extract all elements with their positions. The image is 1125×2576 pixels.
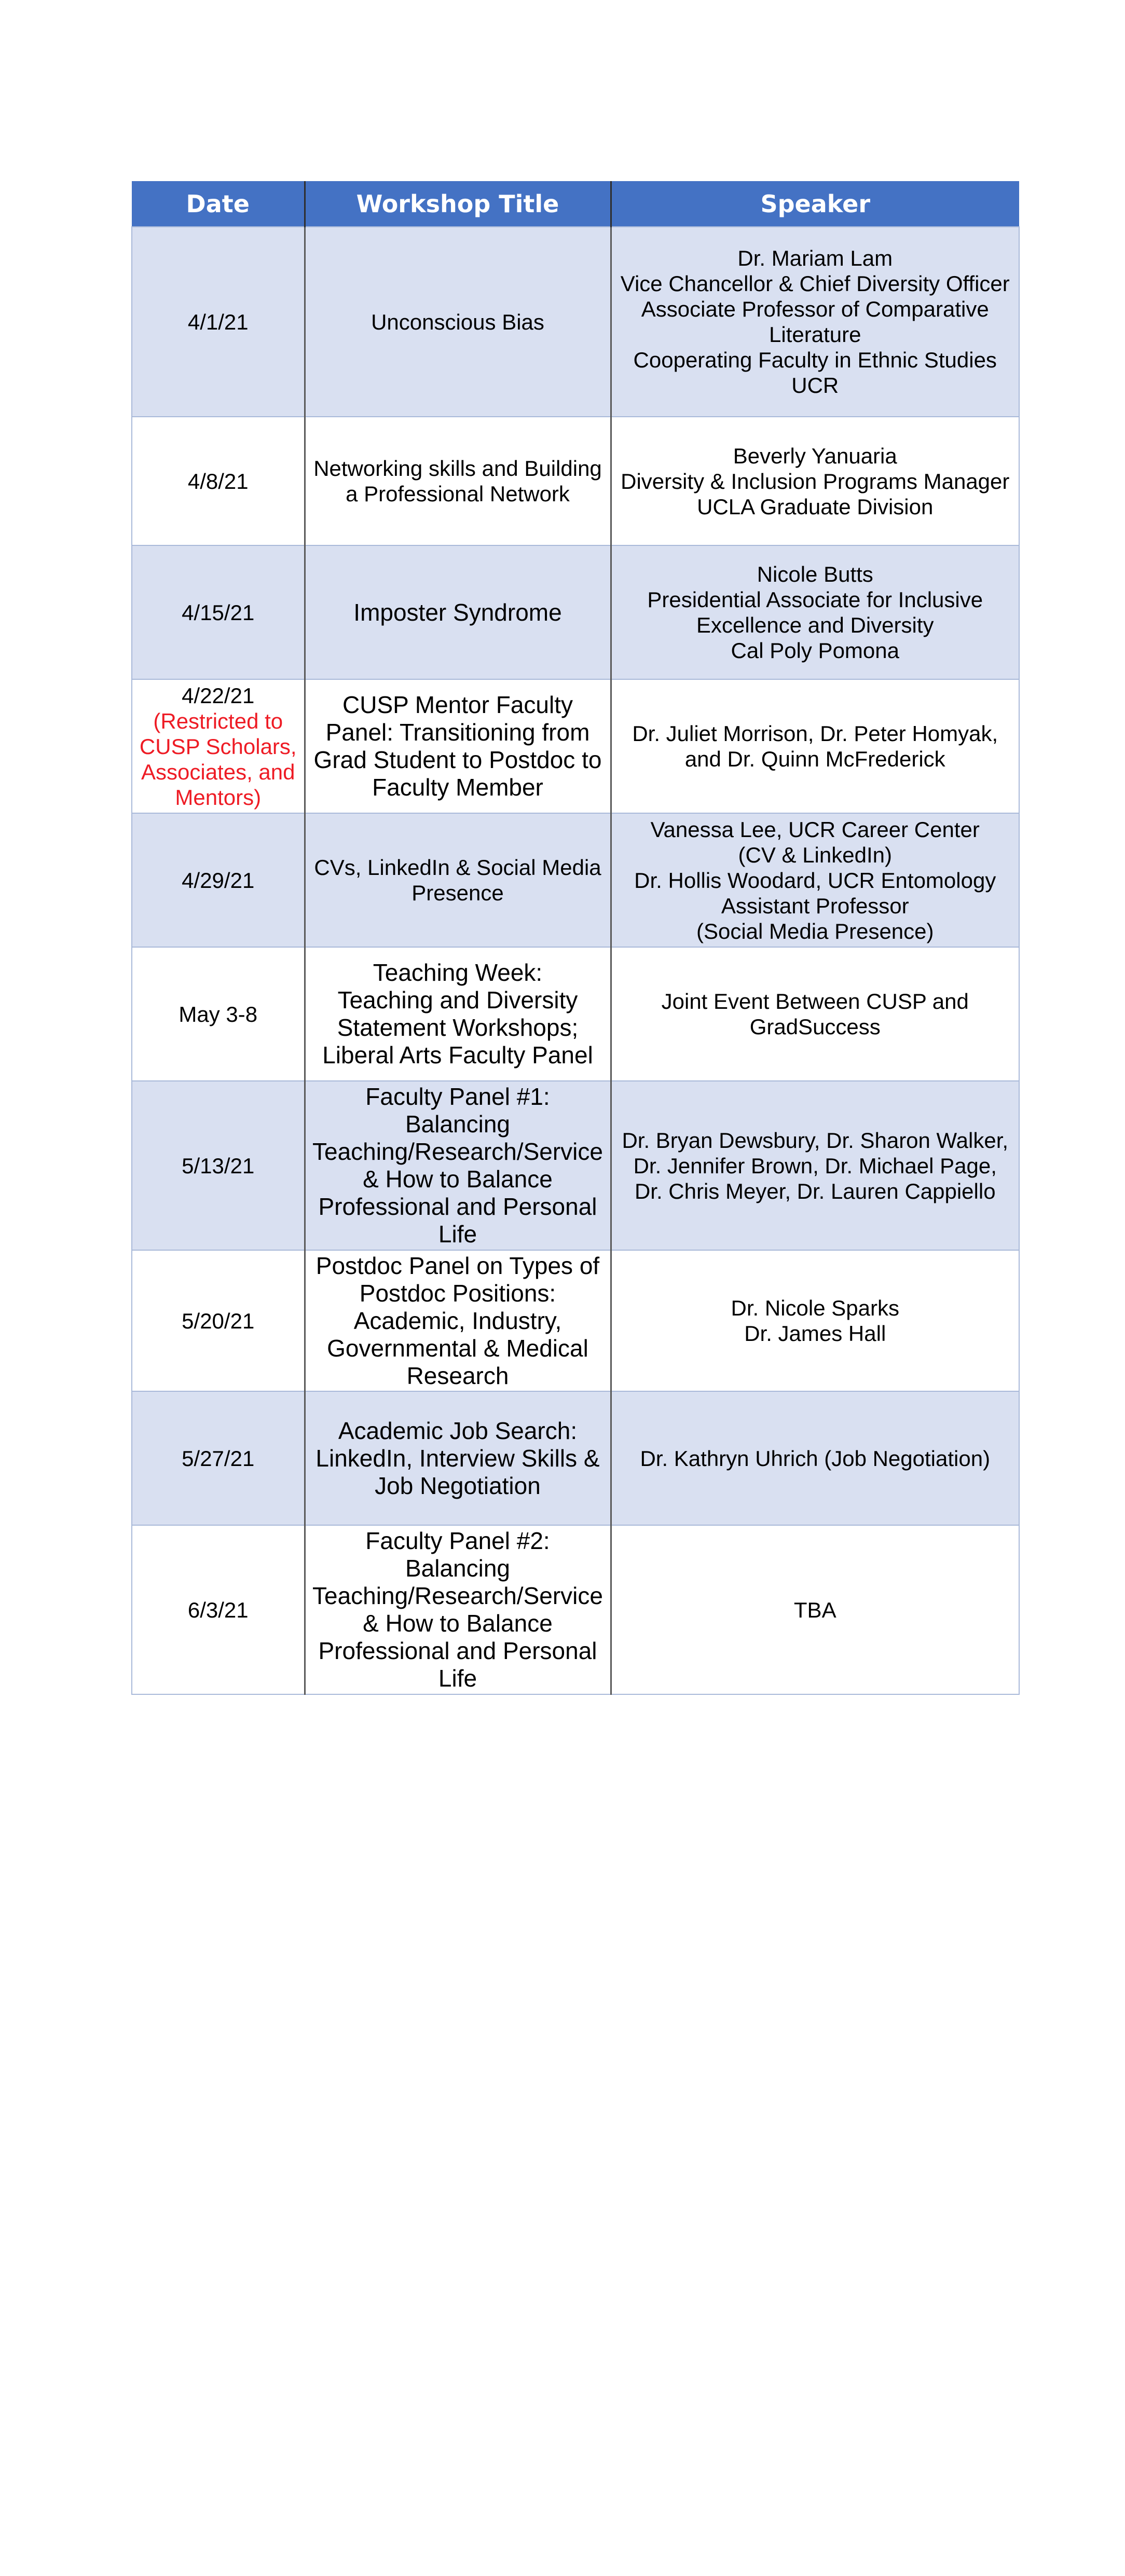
speaker-line: Vanessa Lee, UCR Career Center: [650, 817, 980, 842]
speaker-line: and Dr. Quinn McFrederick: [684, 747, 945, 771]
title-line: Faculty Panel #1:: [365, 1083, 550, 1110]
speaker-line: Presidential Associate for Inclusive: [647, 587, 983, 612]
speaker-cell: [611, 679, 1019, 813]
date-text: 5/20/21: [182, 1308, 255, 1333]
speaker-line: TBA: [793, 1597, 836, 1622]
workshop-schedule-table: [131, 181, 1020, 1695]
workshop-title-column-header: Workshop Title: [305, 181, 611, 227]
date-column-header: Date: [132, 181, 305, 227]
date-text: May 3-8: [179, 1002, 258, 1026]
speaker-line: GradSuccess: [749, 1015, 881, 1039]
speaker-cell: [611, 1525, 1019, 1694]
speaker-line: (Social Media Presence): [696, 919, 934, 943]
workshop-title-cell: [305, 545, 611, 679]
date-cell: [132, 227, 305, 417]
title-line: Professional and Personal: [318, 1637, 597, 1664]
speaker-line: Cal Poly Pomona: [731, 638, 899, 663]
table-row: [132, 1250, 1019, 1391]
speaker-cell: [611, 1081, 1019, 1250]
title-line: Statement Workshops;: [337, 1014, 579, 1041]
speaker-line: Joint Event Between CUSP and: [661, 989, 969, 1013]
restriction-note: CUSP Scholars,: [139, 734, 297, 759]
title-line: Life: [438, 1221, 477, 1248]
date-text: 4/1/21: [187, 309, 249, 334]
title-line: Faculty Member: [372, 774, 543, 801]
speaker-line: Dr. Chris Meyer, Dr. Lauren Cappiello: [634, 1179, 996, 1203]
speaker-line: (CV & LinkedIn): [738, 842, 892, 867]
speaker-line: Dr. Nicole Sparks: [731, 1296, 899, 1320]
title-line: Teaching Week:: [373, 959, 543, 986]
table-row: [132, 545, 1019, 679]
speaker-line: Dr. Bryan Dewsbury, Dr. Sharon Walker,: [622, 1128, 1009, 1153]
title-line: Networking skills and Building: [313, 456, 602, 481]
workshop-title-cell: [305, 679, 611, 813]
speaker-cell: [611, 1250, 1019, 1391]
title-line: Governmental & Medical: [327, 1334, 588, 1362]
workshop-title-cell: [305, 1391, 611, 1525]
title-line: Panel: Transitioning from: [325, 719, 590, 746]
header-row: [132, 181, 1019, 227]
date-cell: [132, 417, 305, 545]
title-line: Academic, Industry,: [353, 1307, 562, 1334]
date-cell: [132, 947, 305, 1081]
speaker-line: Cooperating Faculty in Ethnic Studies: [633, 348, 997, 372]
date-cell: [132, 545, 305, 679]
speaker-line: Beverly Yanuaria: [733, 443, 897, 468]
table-row: [132, 227, 1019, 417]
title-line: Postdoc Panel on Types of: [315, 1252, 600, 1279]
speaker-cell: [611, 813, 1019, 947]
title-line: Teaching/Research/Service: [312, 1138, 603, 1165]
table-row: [132, 813, 1019, 947]
date-cell: [132, 1250, 305, 1391]
speaker-line: Literature: [769, 322, 861, 347]
title-line: Balancing: [405, 1555, 511, 1582]
date-cell: [132, 813, 305, 947]
title-line: Postdoc Positions:: [359, 1279, 556, 1307]
table-row: [132, 947, 1019, 1081]
restriction-note: Associates, and: [141, 759, 295, 784]
workshop-title-cell: [305, 1250, 611, 1391]
table-row: [132, 1081, 1019, 1250]
speaker-line: Dr. Juliet Morrison, Dr. Peter Homyak,: [632, 721, 998, 746]
date-text: 4/15/21: [182, 600, 255, 625]
title-line: Job Negotiation: [375, 1472, 541, 1499]
speaker-line: Vice Chancellor & Chief Diversity Officer: [620, 271, 1010, 296]
speaker-line: Dr. Hollis Woodard, UCR Entomology: [634, 868, 996, 893]
workshop-title-cell: [305, 813, 611, 947]
title-line: Research: [406, 1362, 509, 1389]
speaker-line: Dr. Mariam Lam: [737, 246, 893, 270]
title-line: Faculty Panel #2:: [365, 1527, 550, 1554]
speaker-line: Dr. Jennifer Brown, Dr. Michael Page,: [633, 1153, 997, 1178]
title-line: Academic Job Search:: [338, 1417, 578, 1444]
table-row: [132, 1391, 1019, 1525]
speaker-line: Excellence and Diversity: [696, 613, 934, 637]
title-line: Presence: [411, 881, 504, 905]
speaker-column-header: Speaker: [611, 181, 1019, 227]
speaker-line: Assistant Professor: [721, 893, 909, 918]
date-text: 5/27/21: [182, 1446, 255, 1471]
date-cell: [132, 679, 305, 813]
title-line: LinkedIn, Interview Skills &: [315, 1444, 600, 1472]
speaker-line: UCR: [791, 373, 839, 398]
speaker-cell: [611, 545, 1019, 679]
date-text: 4/29/21: [182, 868, 255, 893]
title-line: Professional and Personal: [318, 1193, 597, 1220]
table-row: [132, 417, 1019, 545]
restriction-note: Mentors): [175, 785, 262, 810]
speaker-line: Associate Professor of Comparative: [641, 297, 989, 321]
title-line: Imposter Syndrome: [353, 598, 562, 626]
speaker-cell: [611, 417, 1019, 545]
title-line: Grad Student to Postdoc to: [313, 746, 602, 773]
title-line: Teaching and Diversity: [337, 986, 578, 1013]
workshop-title-cell: [305, 1525, 611, 1694]
workshop-title-cell: [305, 1081, 611, 1250]
title-line: & How to Balance: [363, 1610, 553, 1637]
speaker-cell: [611, 227, 1019, 417]
title-line: Unconscious Bias: [371, 309, 544, 334]
table-row: [132, 1525, 1019, 1694]
speaker-line: Dr. Kathryn Uhrich (Job Negotiation): [640, 1446, 991, 1471]
speaker-line: UCLA Graduate Division: [697, 494, 934, 519]
speaker-cell: [611, 1391, 1019, 1525]
date-text: 4/22/21: [182, 683, 255, 708]
workshop-title-cell: [305, 227, 611, 417]
workshop-title-cell: [305, 417, 611, 545]
date-cell: [132, 1391, 305, 1525]
title-line: Life: [438, 1665, 477, 1692]
date-cell: [132, 1525, 305, 1694]
speaker-line: Diversity & Inclusion Programs Manager: [621, 469, 1010, 494]
workshop-title-cell: [305, 947, 611, 1081]
date-cell: [132, 1081, 305, 1250]
title-line: Teaching/Research/Service: [312, 1582, 603, 1609]
date-text: 4/8/21: [187, 469, 249, 494]
title-line: CVs, LinkedIn & Social Media: [314, 855, 601, 880]
title-line: Balancing: [405, 1111, 511, 1138]
title-line: Liberal Arts Faculty Panel: [322, 1042, 593, 1068]
date-text: 6/3/21: [187, 1597, 249, 1622]
speaker-cell: [611, 947, 1019, 1081]
title-line: a Professional Network: [346, 482, 570, 506]
restriction-note: (Restricted to: [153, 708, 283, 733]
table-row: [132, 679, 1019, 813]
title-line: CUSP Mentor Faculty: [342, 691, 573, 718]
title-line: & How to Balance: [363, 1166, 553, 1193]
speaker-line: Dr. James Hall: [744, 1321, 886, 1346]
speaker-line: Nicole Butts: [757, 562, 873, 586]
date-text: 5/13/21: [182, 1153, 255, 1178]
